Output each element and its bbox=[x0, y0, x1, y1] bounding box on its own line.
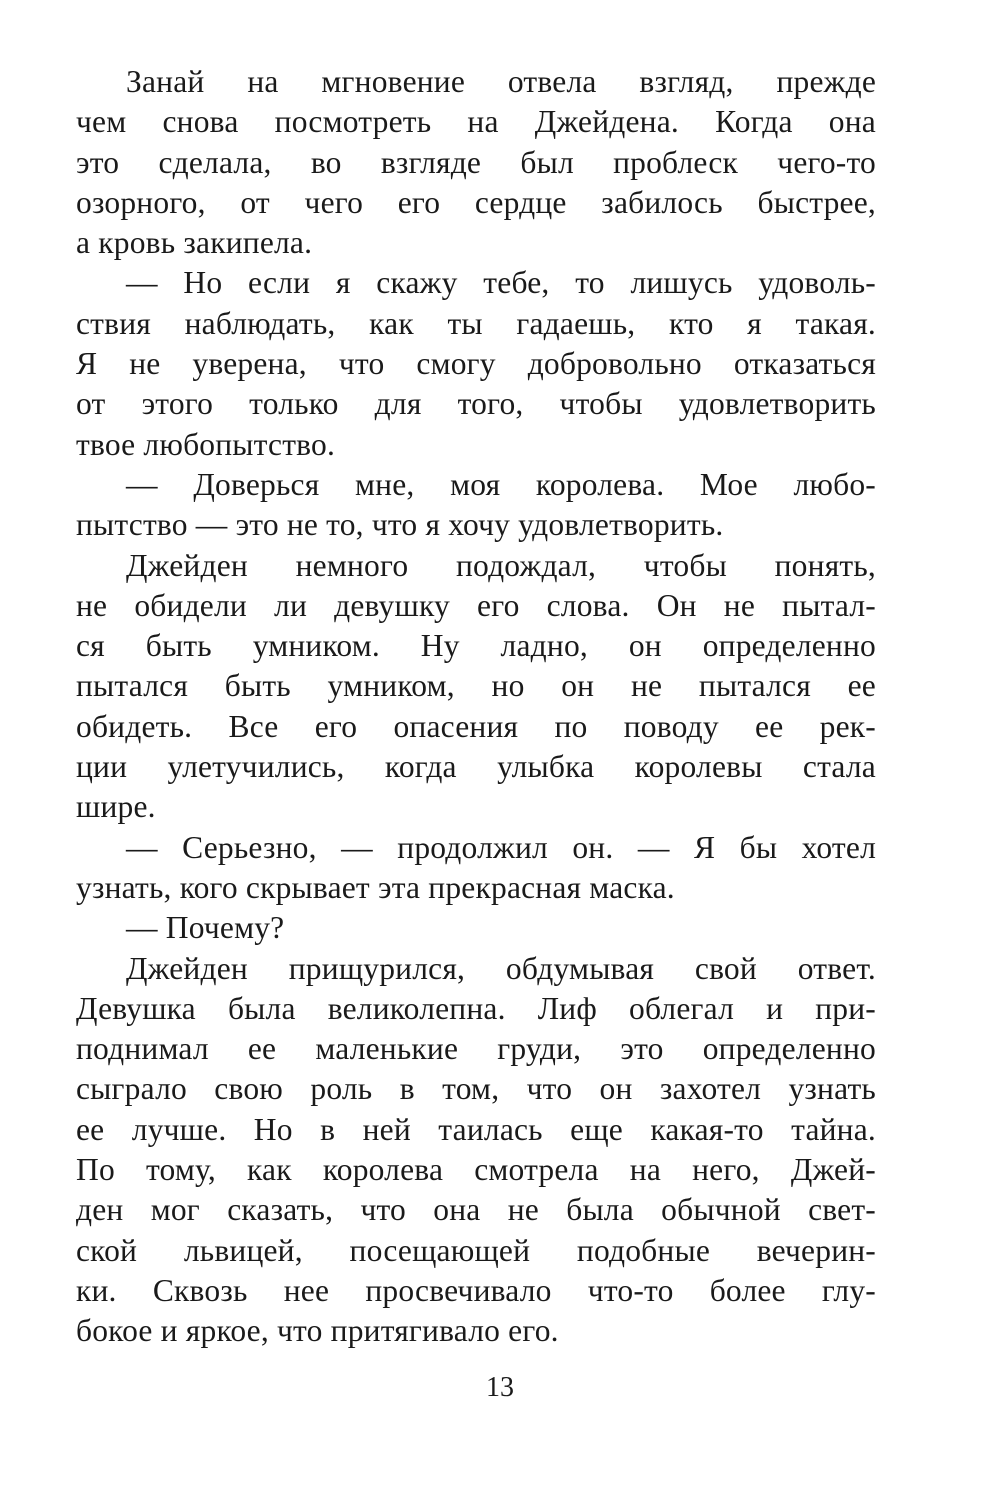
text-line: чем снова посмотреть на Джейдена. Когда она bbox=[76, 104, 876, 140]
text-line: Я не уверена, что смогу добровольно отказаться bbox=[76, 346, 876, 382]
text-line: ден мог сказать, что она не была обычной свет- bbox=[76, 1192, 876, 1228]
text-line: ся быть умником. Ну ладно, он определенно bbox=[76, 628, 876, 664]
text-line: ствия наблюдать, как ты гадаешь, кто я такая. bbox=[76, 305, 876, 341]
text-line: озорного, от чего его сердце забилось быстрее, bbox=[76, 184, 876, 220]
text-line: ее лучше. Но в ней таилась еще какая-то тайна. bbox=[76, 1111, 876, 1147]
text-line: а кровь закипела. bbox=[76, 225, 313, 261]
text-line: Девушка была великолепна. Лиф облегал и при- bbox=[76, 990, 876, 1026]
body-text bbox=[76, 62, 876, 1352]
text-line: твое любопытство. bbox=[76, 426, 336, 462]
text-line: Занай на мгновение отвела взгляд, прежде bbox=[126, 64, 876, 99]
text-line: ки. Сквозь нее просвечивало что-то более глу- bbox=[76, 1272, 876, 1308]
text-line: бокое и яркое, что притягивало его. bbox=[76, 1313, 559, 1349]
page-number: 13 bbox=[486, 1372, 514, 1403]
text-line: обидеть. Все его опасения по поводу ее рек- bbox=[76, 708, 876, 744]
text-line: — Почему? bbox=[126, 910, 285, 946]
text-line: это сделала, во взгляде был проблеск чего-то bbox=[76, 144, 876, 180]
text-line: По тому, как королева смотрела на него, Джей- bbox=[76, 1152, 876, 1188]
text-line: ской львицей, посещающей подобные вечерин- bbox=[76, 1232, 876, 1268]
text-line: пытался быть умником, но он не пытался ее bbox=[76, 668, 876, 704]
text-line: ции улетучились, когда улыбка королевы стала bbox=[76, 749, 876, 785]
text-line: Джейден прищурился, обдумывая свой ответ. bbox=[126, 950, 876, 986]
text-line: Джейден немного подождал, чтобы понять, bbox=[126, 547, 876, 583]
text-line: не обидели ли девушку его слова. Он не пытал- bbox=[76, 587, 876, 623]
text-line: узнать, кого скрывает эта прекрасная маска. bbox=[76, 869, 675, 905]
text-line: поднимал ее маленькие груди, это определенно bbox=[76, 1031, 876, 1067]
text-line: от этого только для того, чтобы удовлетворить bbox=[76, 386, 876, 422]
text-line: шире. bbox=[76, 789, 156, 825]
text-line: пытство — это не то, что я хочу удовлетворить. bbox=[76, 507, 724, 543]
text-line: — Но если я скажу тебе, то лишусь удоволь- bbox=[126, 265, 876, 301]
text-line: — Доверься мне, моя королева. Мое любо- bbox=[126, 466, 876, 502]
text-line: сыграло свою роль в том, что он захотел узнать bbox=[76, 1071, 876, 1107]
text-line: — Серьезно, — продолжил он. — Я бы хотел bbox=[126, 829, 876, 865]
